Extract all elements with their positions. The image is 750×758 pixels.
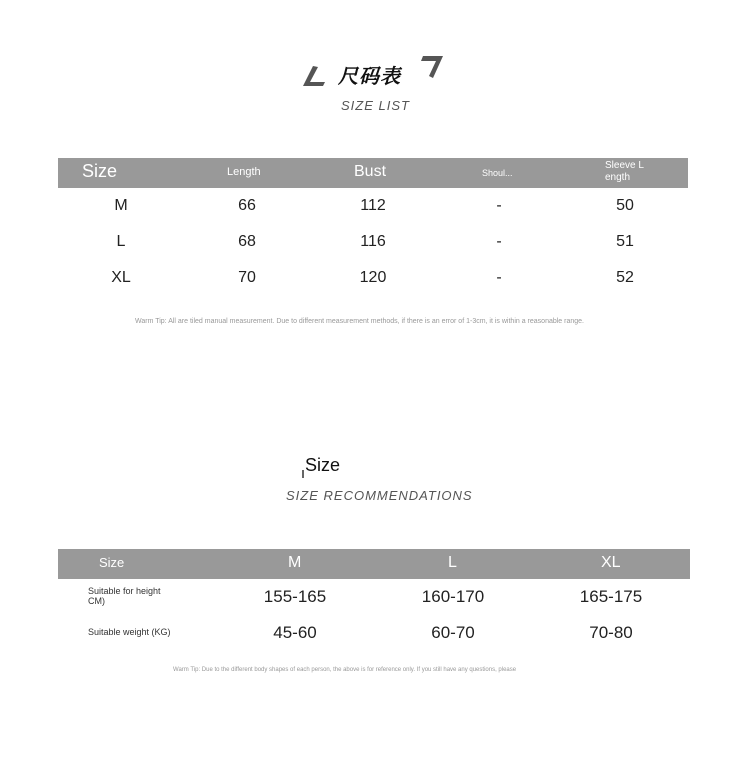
header-size: Size <box>82 161 118 181</box>
size-recommendations-warm-tip: Warm Tip: Due to the different body shapes of each person, the above is for reference only. If you still have any questions, please <box>173 667 517 673</box>
left-bracket-decoration <box>303 66 327 88</box>
cell-size: L <box>116 233 126 250</box>
size-recommendations-subtitle: SIZE RECOMMENDATIONS <box>286 488 473 503</box>
cell-bust: 116 <box>360 233 386 250</box>
header-bust: Bust <box>354 163 387 180</box>
table-row <box>58 224 688 260</box>
header-sleeve-length: Sleeve L ength <box>605 160 644 183</box>
title-mark-decoration <box>302 470 304 478</box>
cell-bust: 112 <box>360 197 386 214</box>
header-m: M <box>288 554 302 571</box>
size-chart-title: 尺码表 <box>338 64 401 88</box>
cell-m: 45-60 <box>273 623 317 642</box>
header-length: Length <box>227 166 261 178</box>
cell-bust: 120 <box>359 269 387 286</box>
size-recommendations-title: Size <box>305 455 341 475</box>
cell-size: XL <box>111 269 131 286</box>
right-bracket-decoration <box>421 56 445 80</box>
cell-xl: 165-175 <box>579 587 643 606</box>
size-list-warm-tip: Warm Tip: All are tiled manual measurement. Due to different measurement methods, if there is an error of 1-3cm, it is within a reasonable range. <box>135 318 584 325</box>
cell-sleeve: 52 <box>616 269 634 286</box>
row-label-weight: Suitable weight (KG) <box>88 627 171 637</box>
table-row <box>58 615 690 651</box>
cell-sleeve: 51 <box>616 233 634 250</box>
cell-shoulder: - <box>496 197 502 214</box>
cell-length: 66 <box>238 197 256 214</box>
header-size: Size <box>99 555 125 570</box>
size-list-header-row <box>58 158 688 188</box>
cell-sleeve: 50 <box>616 197 634 214</box>
cell-xl: 70-80 <box>589 623 633 642</box>
cell-shoulder: - <box>496 269 502 286</box>
size-list-subtitle: SIZE LIST <box>341 98 410 113</box>
table-row <box>58 260 688 296</box>
size-recommendations-header-row <box>58 549 690 579</box>
cell-m: 155-165 <box>263 587 327 606</box>
cell-size: M <box>114 197 128 214</box>
header-shoulder: Shoul... <box>482 168 513 178</box>
header-l: L <box>448 554 457 571</box>
cell-shoulder: - <box>496 233 502 250</box>
cell-l: 160-170 <box>421 587 485 606</box>
table-row <box>58 579 690 615</box>
cell-l: 60-70 <box>431 623 475 642</box>
header-xl: XL <box>601 554 621 571</box>
row-label-height: Suitable for height CM) <box>88 586 161 606</box>
cell-length: 70 <box>238 269 256 286</box>
table-row <box>58 188 688 224</box>
cell-length: 68 <box>238 233 256 250</box>
